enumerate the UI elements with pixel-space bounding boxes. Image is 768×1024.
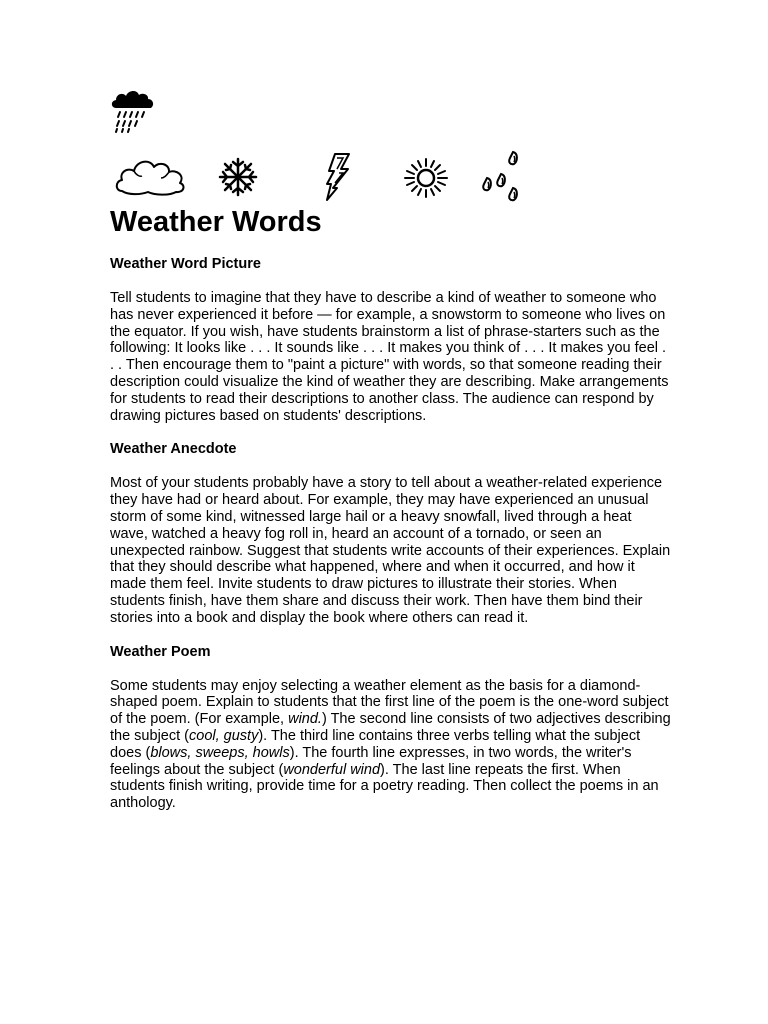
lightning-icon (323, 152, 353, 202)
poem-text: ). The last line repeats the first. When students finish writing, provide time for a poetry reading. Then collect the poems in an anthology. (110, 761, 659, 812)
poem-example-verbs: blows, sweeps, howls (150, 744, 290, 761)
snowflake-icon (217, 156, 259, 198)
section-body-weather-word-picture: Tell students to imagine that they have to describe a kind of weather to someone who has never experienced it before — for example, a snowstorm to someone who lives on the equator. If you wish, have students brainstorm a list of phrase-starters such as the following: It looks like . . . It sounds like . . . It makes you think of . . . It makes you feel . . . Then encourage them to "paint a picture" with words, so that someone reading their description could visualize the kind of weather they are describing. Make arrangements for students to read their descriptions to another class. The audience can respond by drawing pictures based on students' descriptions. (110, 290, 669, 424)
document-content (110, 204, 672, 812)
section-body-weather-anecdote: Most of your students probably have a story to tell about a weather-related experience they have had or heard about. For example, they may have experienced an unusual storm of some kind, witnessed large hail or a heavy snowfall, lived through a heat wave, watched a heavy fog roll in, heard an account of a tornado, or seen an unexpected rainbow. Suggest that students write accounts of their experiences. Explain that they should describe what happened, where and when it occurred, and how it made them feel. Invite students to draw pictures to illustrate their stories. When students finish, have them share and discuss their work. Then have them bind their stories into a book and display the book where others can read it. (110, 475, 671, 626)
poem-example-feelings: wonderful wind (283, 761, 381, 778)
raindrops-icon (477, 150, 523, 204)
poem-text: Some students may enjoy selecting a weather element as the basis for a diamond-shaped poem. Explain to students that the first line of the poem is the one-word subject of the poem. (For example, (110, 677, 669, 728)
poem-text: ) The second line consists of two adjectives describing the subject ( (110, 711, 671, 744)
section-heading-weather-word-picture: Weather Word Picture (110, 256, 261, 272)
document-title: Weather Words (110, 206, 322, 238)
poem-text: ). The third line contains three verbs telling what the subject does ( (110, 727, 641, 761)
poem-example-wind: wind. (288, 711, 322, 728)
section-heading-weather-poem: Weather Poem (110, 643, 211, 660)
rain-cloud-icon (108, 86, 156, 134)
section-body-weather-poem (110, 678, 672, 812)
poem-example-adjectives: cool, gusty (189, 727, 259, 744)
cloud-icon (114, 155, 188, 197)
sun-icon (403, 157, 449, 199)
section-heading-weather-anecdote: Weather Anecdote (110, 441, 237, 458)
poem-text: ). The fourth line expresses, in two words, the writer's feelings about the subject ( (110, 744, 632, 778)
